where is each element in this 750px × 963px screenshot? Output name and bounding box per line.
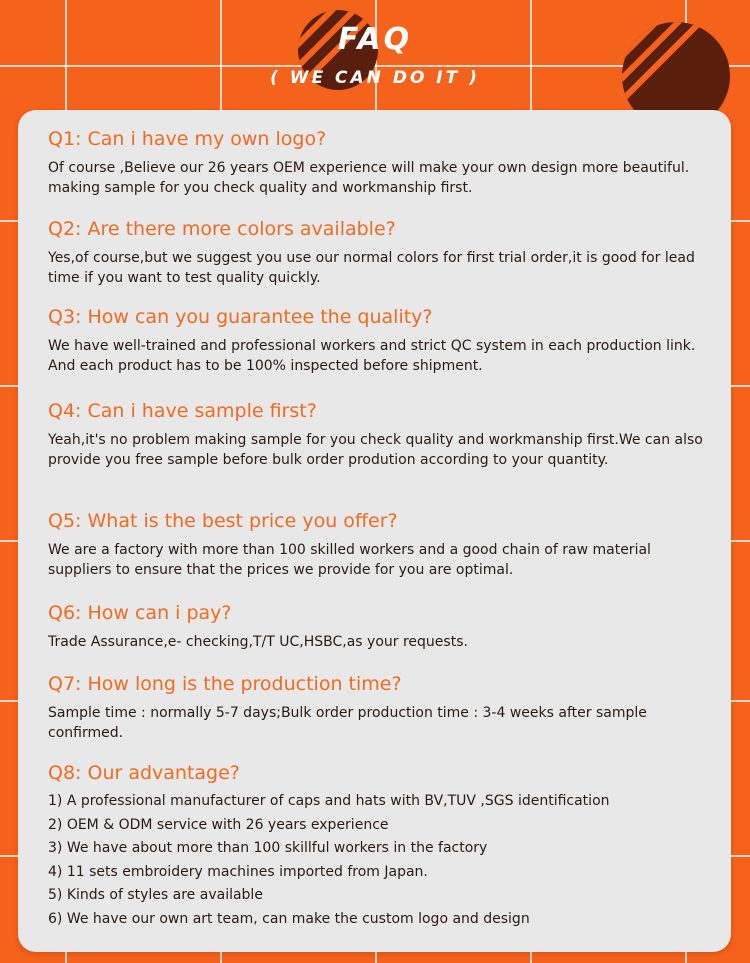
page-title: FAQ xyxy=(337,22,413,57)
faq-answer: Yeah,it's no problem making sample for you check quality and workmanship first.We can also provide you free sample before bulk order prodution according to your quantity. xyxy=(48,432,703,468)
faq-item xyxy=(48,400,711,470)
faq-answer: We are a factory with more than 100 skilled workers and a good chain of raw material suppliers to ensure that the prices we provide for you are optimal. xyxy=(48,542,651,578)
list-item: 1) A professional manufacturer of caps and hats with BV,TUV ,SGS identification xyxy=(48,793,610,809)
faq-answer: We have well-trained and professional workers and strict QC system in each production link. And each product has to be 100% inspected before shipment. xyxy=(48,338,696,374)
faq-question: Q6: How can i pay? xyxy=(48,602,232,624)
list-item: 3) We have about more than 100 skillful workers in the factory xyxy=(48,840,488,856)
faq-question: Q2: Are there more colors available? xyxy=(48,218,396,240)
faq-panel xyxy=(18,110,731,952)
page-subtitle: ( WE CAN DO IT ) xyxy=(270,68,480,88)
list-item: 6) We have our own art team, can make the custom logo and design xyxy=(48,910,530,927)
faq-question: Q7: How long is the production time? xyxy=(48,673,402,695)
faq-item xyxy=(48,510,711,580)
faq-answer: Trade Assurance,e- checking,T/T UC,HSBC,as your requests. xyxy=(48,634,468,650)
faq-question: Q3: How can you guarantee the quality? xyxy=(48,306,433,328)
faq-item xyxy=(48,762,711,931)
faq-item xyxy=(48,673,711,743)
faq-item xyxy=(48,128,711,198)
faq-answer: Of course ,Believe our 26 years OEM experience will make your own design more beautiful. making sample for you check quality and workmanship first. xyxy=(48,160,690,196)
faq-answer: Yes,of course,but we suggest you use our normal colors for first trial order,it is good for lead time if you want to test quality quickly. xyxy=(48,250,695,286)
faq-item xyxy=(48,602,711,652)
faq-answer: Sample time : normally 5-7 days;Bulk order production time : 3-4 weeks after sample confirmed. xyxy=(48,705,647,741)
advantage-list xyxy=(48,790,711,931)
faq-question: Q4: Can i have sample first? xyxy=(48,400,317,422)
faq-question: Q1: Can i have my own logo? xyxy=(48,128,327,150)
list-item: 2) OEM & ODM service with 26 years experience xyxy=(48,816,389,833)
faq-item xyxy=(48,218,711,288)
faq-question: Q5: What is the best price you offer? xyxy=(48,510,398,532)
faq-item xyxy=(48,306,711,376)
list-item: 5) Kinds of styles are available xyxy=(48,887,263,903)
list-item: 4) 11 sets embroidery machines imported from Japan. xyxy=(48,863,428,880)
faq-question: Q8: Our advantage? xyxy=(48,762,240,784)
